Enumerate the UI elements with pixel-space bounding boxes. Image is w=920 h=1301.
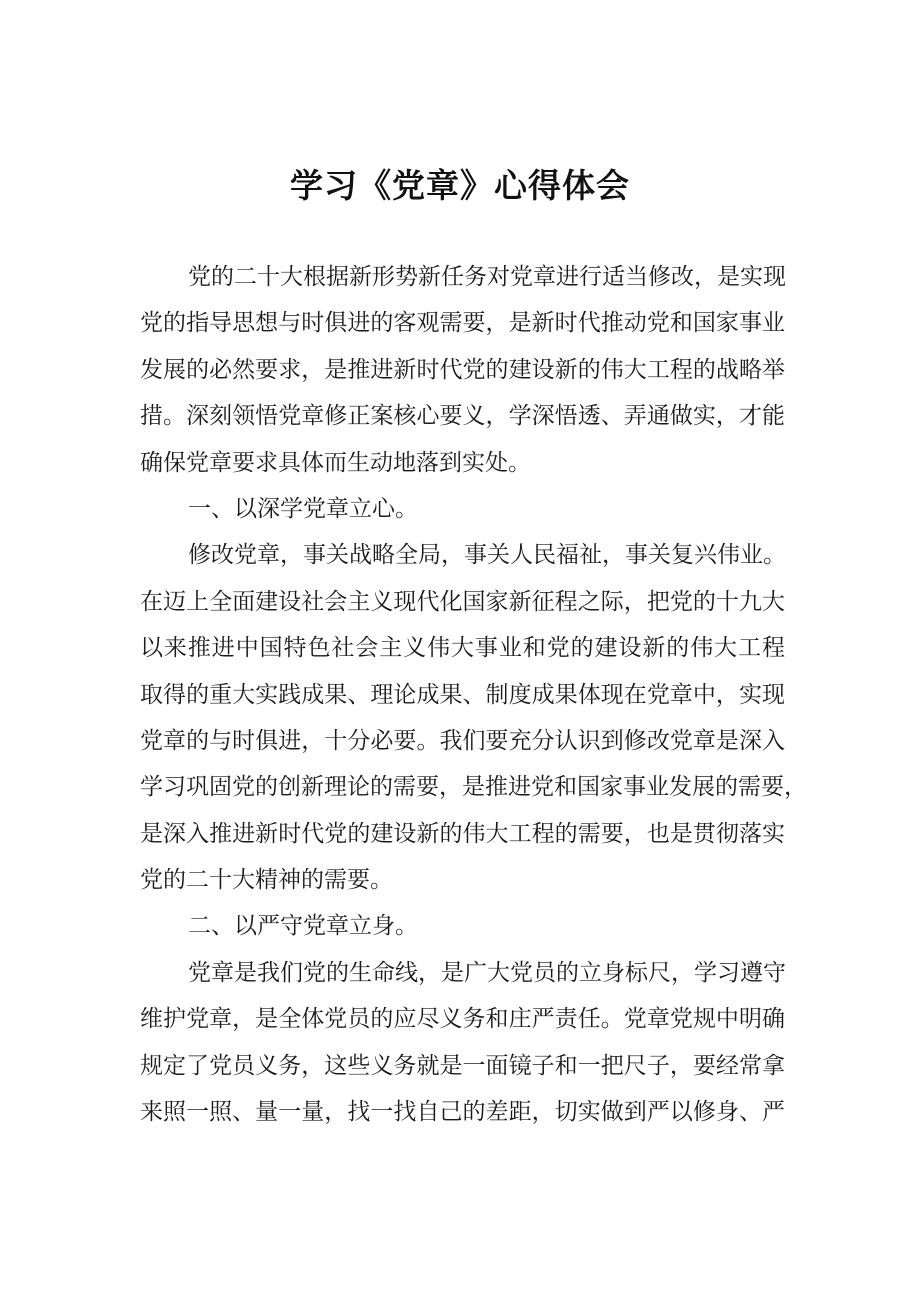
paragraph-1-line-4: 措。深刻领悟党章修正案核心要义，学深悟透、弄通做实，才能 bbox=[140, 403, 785, 430]
paragraph-3-line-2: 维护党章，是全体党员的应尽义务和庄严责任。党章党规中明确 bbox=[140, 1006, 785, 1033]
paragraph-2-line-8: 党的二十大精神的需要。 bbox=[140, 867, 393, 894]
section-heading-1: 一、以深学党章立心。 bbox=[188, 495, 418, 522]
paragraph-1-line-5: 确保党章要求具体而生动地落到实处。 bbox=[140, 449, 531, 476]
section-heading-2: 二、以严守党章立身。 bbox=[188, 913, 418, 940]
document-title: 学习《党章》心得体会 bbox=[290, 166, 630, 205]
paragraph-2-line-2: 在迈上全面建设社会主义现代化国家新征程之际，把党的十九大 bbox=[140, 588, 785, 615]
document-body bbox=[140, 254, 807, 1135]
paragraph-2-line-7: 是深入推进新时代党的建设新的伟大工程的需要，也是贯彻落实 bbox=[140, 820, 785, 847]
paragraph-3-line-1: 党章是我们党的生命线，是广大党员的立身标尺，学习遵守 bbox=[188, 959, 786, 986]
paragraph-1-line-1: 党的二十大根据新形势新任务对党章进行适当修改，是实现 bbox=[188, 264, 786, 290]
paragraph-2-line-4: 取得的重大实践成果、理论成果、制度成果体现在党章中，实现 bbox=[140, 681, 785, 708]
paragraph-1-line-2: 党的指导思想与时俱进的客观需要，是新时代推动党和国家事业 bbox=[140, 310, 785, 337]
paragraph-2-line-3: 以来推进中国特色社会主义伟大事业和党的建设新的伟大工程 bbox=[140, 635, 785, 662]
paragraph-2-line-6: 学习巩固党的创新理论的需要，是推进党和国家事业发展的需要， bbox=[140, 774, 807, 801]
paragraph-2-line-5: 党章的与时俱进，十分必要。我们要充分认识到修改党章是深入 bbox=[140, 727, 785, 754]
paragraph-1-line-3: 发展的必然要求，是推进新时代党的建设新的伟大工程的战略举 bbox=[140, 356, 785, 383]
paragraph-3-line-3: 规定了党员义务，这些义务就是一面镜子和一把尺子，要经常拿 bbox=[140, 1052, 785, 1079]
paragraph-3-line-4: 来照一照、量一量，找一找自己的差距，切实做到严以修身、严 bbox=[140, 1099, 785, 1126]
paragraph-2-line-1: 修改党章，事关战略全局，事关人民福祉，事关复兴伟业。 bbox=[188, 542, 786, 569]
